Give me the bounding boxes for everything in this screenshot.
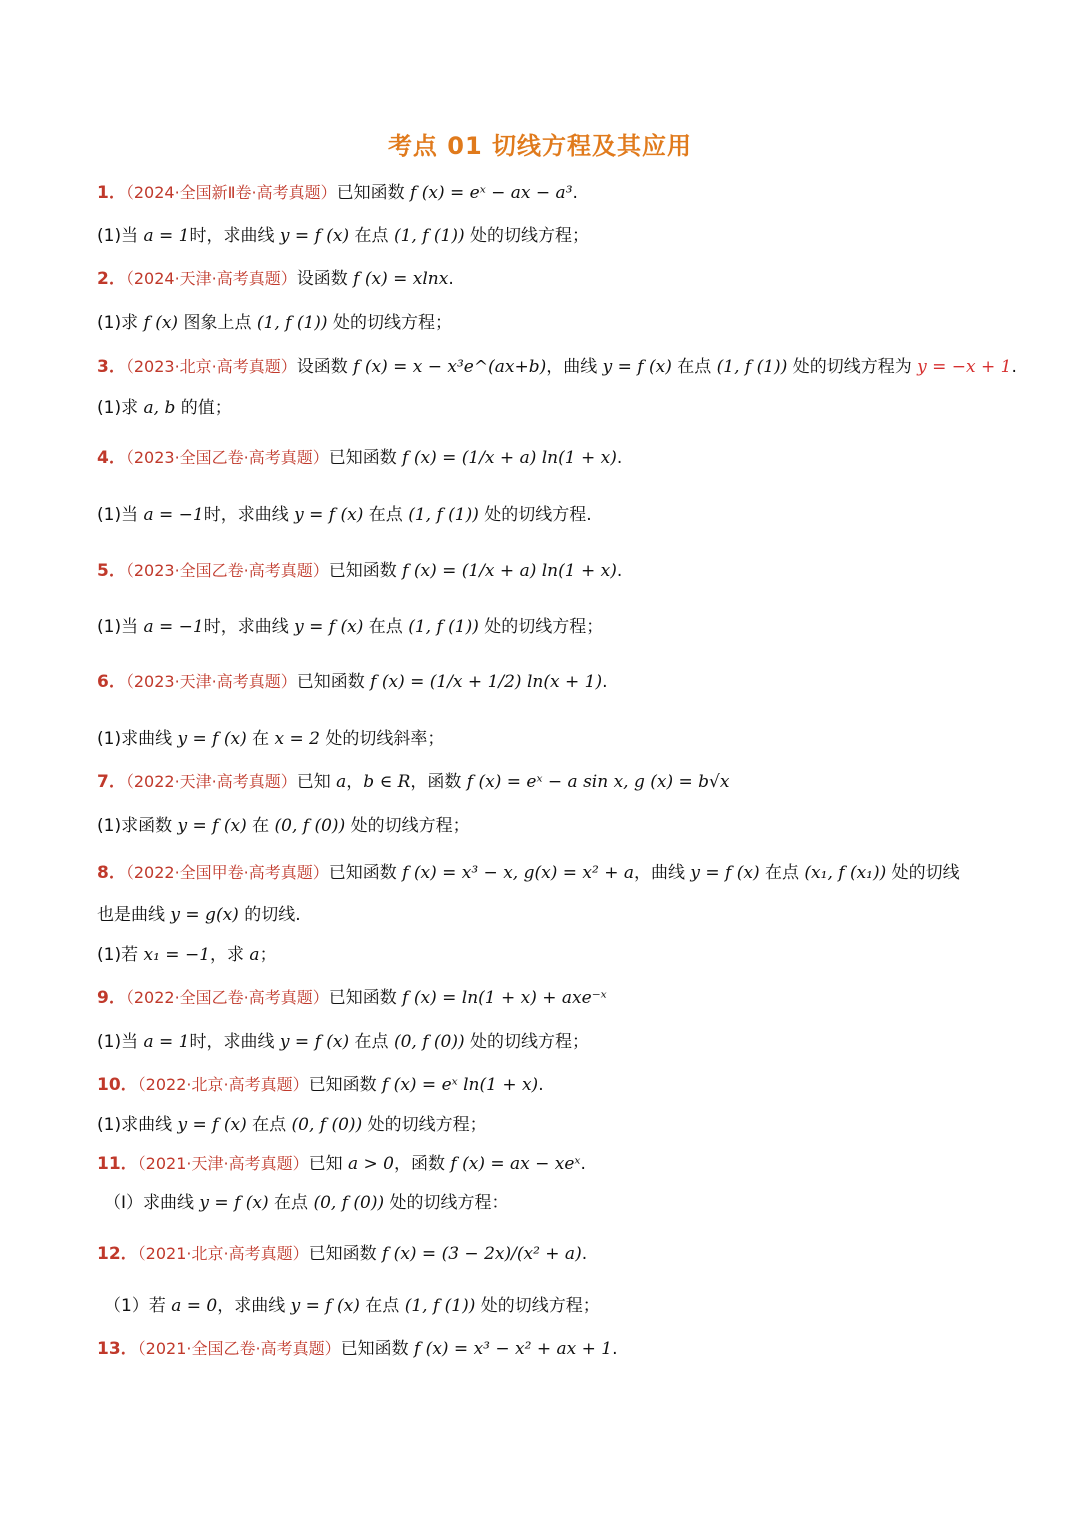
- math-expression: f (x) = x³ − x, g(x) = x² + a: [402, 863, 634, 883]
- problem-number: 5．: [97, 561, 126, 581]
- question-text: 也是曲线: [97, 905, 171, 925]
- question-text: 处的切线方程为: [787, 357, 918, 377]
- question-text: 已知函数: [336, 183, 411, 203]
- problem-source: （2023·天津·高考真题）: [125, 672, 297, 691]
- question-text: .: [580, 1154, 586, 1174]
- question-text: 已知函数: [296, 672, 371, 692]
- question-text: 时，求曲线: [189, 226, 280, 246]
- math-expression: (0, f (0)): [291, 1115, 363, 1135]
- question-text: 在点: [363, 617, 409, 637]
- problem-number: 13．: [97, 1339, 138, 1359]
- math-expression: a, b: [143, 398, 176, 418]
- problem-source: （2022·全国甲卷·高考真题）: [125, 863, 329, 882]
- question-text: ，曲线: [633, 863, 691, 883]
- sub-question-label: (1): [97, 945, 122, 965]
- math-expression: y = f (x): [294, 617, 364, 637]
- math-expression: f (x) = ln(1 + x) + axe⁻ˣ: [402, 988, 607, 1008]
- math-expression: f (x) = x³ − x² + ax + 1: [413, 1339, 613, 1359]
- question-text: 已知函数: [340, 1339, 414, 1359]
- question-text: 在点: [759, 863, 805, 883]
- math-expression: a = −1: [143, 505, 204, 525]
- math-expression: f (x) = (3 − 2x)/(x² + a): [381, 1244, 582, 1264]
- math-expression: (0, f (0)): [313, 1193, 385, 1213]
- question-text: 处的切线方程；: [464, 226, 590, 246]
- math-expression: y = f (x): [294, 505, 364, 525]
- sub-question-label: (1): [97, 1115, 122, 1135]
- question-text: 时，求曲线: [203, 617, 295, 637]
- question-text: 处的切线: [886, 863, 960, 883]
- math-expression: (1, f (1)): [408, 617, 479, 637]
- problem-stem: [97, 986, 987, 1010]
- problem-source: （2023·北京·高考真题）: [125, 357, 297, 376]
- problem-number: 12．: [97, 1244, 138, 1264]
- math-expression: y = f (x): [177, 1115, 247, 1135]
- math-expression: (0, f (0)): [393, 1032, 465, 1052]
- question-text: ，曲线: [546, 357, 603, 377]
- sub-question: [97, 943, 987, 967]
- question-text: 当: [121, 1032, 144, 1052]
- problem-number: 11．: [97, 1154, 138, 1174]
- question-text: ，函数: [410, 772, 467, 792]
- question-text: .: [602, 672, 608, 692]
- problem-stem: [97, 267, 987, 291]
- math-expression: (1, f (1)): [256, 313, 328, 333]
- question-text: 在点: [363, 505, 409, 525]
- problem-number: 7．: [97, 772, 126, 792]
- math-expression: f (x) = x − x³e^(ax+b): [353, 357, 547, 377]
- question-text: .: [448, 269, 454, 289]
- math-expression: y = g(x): [170, 905, 239, 925]
- math-expression: y = f (x): [279, 1032, 350, 1052]
- question-text: 已知函数: [308, 1075, 382, 1095]
- math-expression: a > 0: [347, 1154, 394, 1174]
- math-expression: (x₁, f (x₁)): [804, 863, 887, 883]
- sub-question: [97, 311, 987, 335]
- question-text: 设函数: [296, 357, 354, 377]
- sub-question: [97, 814, 987, 838]
- math-expression: (1, f (1)): [404, 1296, 476, 1316]
- problem-stem: [97, 770, 987, 794]
- question-text: .: [538, 1075, 544, 1095]
- question-text: 求: [121, 313, 144, 333]
- problem-source: （2021·天津·高考真题）: [137, 1154, 309, 1173]
- sub-question: [104, 1294, 994, 1318]
- question-text: ，求曲线: [217, 1296, 291, 1316]
- math-expression: y = f (x): [177, 816, 247, 836]
- question-text: .: [616, 448, 623, 468]
- question-text: 在点: [246, 1115, 292, 1135]
- question-text: 已知: [308, 1154, 348, 1174]
- math-expression: b ∈ R: [363, 772, 411, 792]
- question-text: 在点: [268, 1193, 314, 1213]
- math-expression: f (x): [143, 313, 179, 333]
- math-expression: (1, f (1)): [408, 505, 479, 525]
- problem-number: 6．: [97, 672, 126, 692]
- question-text: 时，求曲线: [189, 1032, 280, 1052]
- sub-question: [97, 727, 987, 751]
- math-expression: f (x) = eˣ ln(1 + x): [381, 1075, 539, 1095]
- question-text: 求曲线: [143, 1193, 200, 1213]
- question-text: 设函数: [296, 269, 354, 289]
- problem-number: 2．: [97, 269, 126, 289]
- sub-question-label: (1): [97, 313, 122, 333]
- question-text: 在点: [359, 1296, 405, 1316]
- sub-question-label: (1): [97, 1032, 122, 1052]
- question-text: 在: [246, 816, 275, 836]
- question-text: .: [572, 183, 578, 203]
- question-text: 图象上点: [178, 313, 257, 333]
- problem-number: 9．: [97, 988, 126, 1008]
- problem-source: （2022·天津·高考真题）: [125, 772, 297, 791]
- math-expression: y = f (x): [177, 729, 247, 749]
- math-expression: y = f (x): [199, 1193, 269, 1213]
- math-expression: f (x) = xlnx: [353, 269, 449, 289]
- question-text: .: [616, 561, 623, 581]
- problem-stem: [97, 670, 987, 694]
- sub-question-label: (1): [97, 398, 122, 418]
- question-text: 处的切线方程.: [478, 505, 592, 525]
- math-expression: f (x) = ax − xeˣ: [450, 1154, 581, 1174]
- problem-source: （2022·北京·高考真题）: [137, 1075, 309, 1094]
- sub-question-label: (1): [97, 617, 122, 637]
- sub-question: [97, 224, 987, 248]
- math-expression: (1, f (1)): [393, 226, 465, 246]
- question-text: 已知函数: [328, 988, 403, 1008]
- problem-stem: [97, 1337, 987, 1361]
- sub-question-label: (1): [97, 505, 122, 525]
- question-text: 的值；: [175, 398, 232, 418]
- sub-question-label: (1): [97, 226, 122, 246]
- math-expression: f (x) = (1/x + 1/2) ln(x + 1): [370, 672, 603, 692]
- math-expression: f (x) = (1/x + a) ln(1 + x): [402, 448, 617, 468]
- problem-stem: [97, 861, 987, 885]
- math-expression: y = f (x): [690, 863, 760, 883]
- question-text: 在点: [349, 1032, 394, 1052]
- problem-stem: [97, 181, 987, 205]
- question-text: 在点: [349, 226, 394, 246]
- question-text: 处的切线方程：: [384, 1193, 509, 1213]
- math-expression: x₁ = −1: [143, 945, 211, 965]
- problem-source: （2024·全国新Ⅱ卷·高考真题）: [125, 183, 337, 202]
- problem-stem: [97, 1152, 987, 1176]
- sub-question-label: （1）: [104, 1296, 149, 1316]
- problem-source: （2022·全国乙卷·高考真题）: [125, 988, 329, 1007]
- math-expression: (1, f (1)): [716, 357, 788, 377]
- question-text: 处的切线方程；: [478, 617, 604, 637]
- question-text: .: [1011, 357, 1017, 377]
- question-text: 已知函数: [328, 863, 403, 883]
- sub-question: [97, 615, 987, 639]
- problem-stem: [97, 559, 987, 583]
- question-text: 在点: [671, 357, 717, 377]
- question-text: 处的切线斜率；: [320, 729, 445, 749]
- question-text: 已知函数: [328, 561, 403, 581]
- question-text: 当: [121, 505, 144, 525]
- question-text: 求函数: [121, 816, 178, 836]
- problem-source: （2023·全国乙卷·高考真题）: [125, 448, 329, 467]
- question-text: 时，求曲线: [203, 505, 295, 525]
- problem-number: 1．: [97, 183, 126, 203]
- highlighted-answer: y = −x + 1: [917, 357, 1012, 377]
- sub-question: [104, 1191, 994, 1215]
- math-expression: a = 1: [143, 226, 190, 246]
- question-text: 已知函数: [308, 1244, 382, 1264]
- question-text: 处的切线方程；: [475, 1296, 600, 1316]
- math-expression: a = −1: [143, 617, 204, 637]
- problem-stem: [97, 355, 1017, 379]
- math-expression: f (x) = eˣ − a sin x, g (x) = b√x: [466, 772, 730, 792]
- problem-source: （2023·全国乙卷·高考真题）: [125, 561, 329, 580]
- sub-question: [97, 1113, 987, 1137]
- question-text: 若: [121, 945, 144, 965]
- question-text: 求: [121, 398, 144, 418]
- question-text: 求曲线: [121, 729, 178, 749]
- math-expression: y = f (x): [602, 357, 672, 377]
- math-expression: (0, f (0)): [274, 816, 346, 836]
- sub-question-label: （I）: [104, 1193, 144, 1213]
- question-text: 当: [121, 617, 144, 637]
- question-text: ，求: [210, 945, 250, 965]
- problem-stem: [97, 1242, 987, 1266]
- sub-question: [97, 1030, 987, 1054]
- question-text: ，函数: [394, 1154, 451, 1174]
- question-text: 处的切线方程；: [327, 313, 452, 333]
- math-expression: y = f (x): [290, 1296, 360, 1316]
- math-expression: a = 1: [143, 1032, 190, 1052]
- problem-stem-continued: [97, 903, 987, 927]
- problem-stem: [97, 446, 987, 470]
- page-title: 考点 01 切线方程及其应用: [387, 132, 693, 160]
- question-text: 在: [246, 729, 275, 749]
- problem-source: （2021·全国乙卷·高考真题）: [137, 1339, 341, 1358]
- math-expression: a: [336, 772, 347, 792]
- problem-source: （2021·北京·高考真题）: [137, 1244, 309, 1263]
- question-text: ；: [259, 945, 277, 965]
- math-expression: f (x) = eˣ − ax − a³: [410, 183, 573, 203]
- problem-number: 4．: [97, 448, 126, 468]
- math-expression: x = 2: [274, 729, 320, 749]
- question-text: 当: [121, 226, 144, 246]
- problem-number: 8．: [97, 863, 126, 883]
- question-text: 若: [148, 1296, 172, 1316]
- question-text: 处的切线方程；: [362, 1115, 487, 1135]
- math-expression: a: [249, 945, 260, 965]
- math-expression: y = f (x): [279, 226, 350, 246]
- question-text: 求曲线: [121, 1115, 178, 1135]
- problem-number: 10．: [97, 1075, 138, 1095]
- problem-source: （2024·天津·高考真题）: [125, 269, 297, 288]
- question-text: 的切线.: [238, 905, 301, 925]
- math-expression: f (x) = (1/x + a) ln(1 + x): [402, 561, 617, 581]
- math-expression: a = 0: [171, 1296, 218, 1316]
- question-text: 处的切线方程；: [464, 1032, 590, 1052]
- problem-stem: [97, 1073, 987, 1097]
- question-text: .: [612, 1339, 618, 1359]
- question-text: 已知函数: [328, 448, 403, 468]
- sub-question-label: (1): [97, 729, 122, 749]
- problem-number: 3．: [97, 357, 126, 377]
- question-text: ，: [346, 772, 364, 792]
- sub-question: [97, 503, 987, 527]
- question-text: 已知: [296, 772, 337, 792]
- question-text: 处的切线方程；: [345, 816, 470, 836]
- question-text: .: [581, 1244, 588, 1264]
- sub-question-label: (1): [97, 816, 122, 836]
- sub-question: [97, 396, 987, 420]
